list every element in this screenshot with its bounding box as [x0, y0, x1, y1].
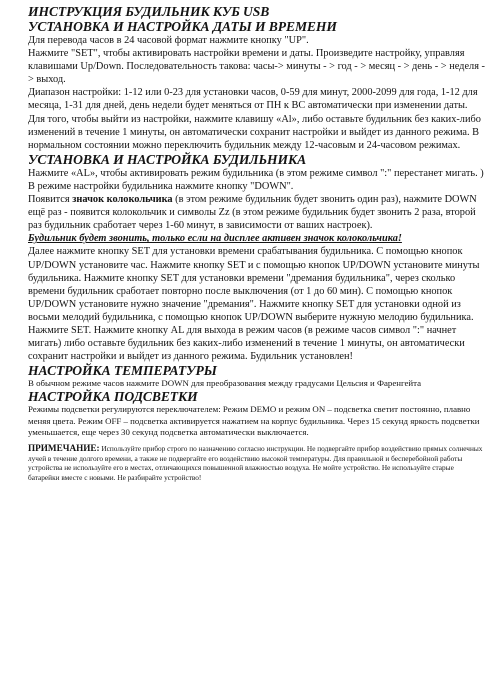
alarm-paragraph-1: Нажмите «AL», чтобы активировать режим будильника (в этом режиме символ ":" перестанет мигать. ) В режиме настройки будильника нажмите кнопку "DOWN". [28, 167, 484, 192]
datetime-paragraph-2: Нажмите "SET", чтобы активировать настройки времени и даты. Произведите настройку, управляя клавишами Up/Down. Последовательность такова: часы-> минуты - > год - > месяц - > день - > неделя - > выход. [28, 48, 485, 86]
alarm-p2-after: (в этом режиме будильник будет звонить один раз), нажмите DOWN ещё раз - появится колокольчик и символы Zz (в этом режиме будильник будет звонить 2 раза, второй раз будильник сработает через 1-60 минут, в зависимости от ваших настроек). [28, 194, 477, 232]
alarm-warning-note: Будильник будет звонить, только если на дисплее активен значок колокольчика! [28, 233, 402, 245]
temperature-heading: НАСТРОЙКА ТЕМПЕРАТУРЫ [28, 363, 217, 379]
remark-label: ПРИМЕЧАНИЕ: [28, 443, 100, 454]
backlight-paragraph: Режимы подсветки регулируются переключателем: Режим DEMO и режим ON – подсветка светит постоянно, плавно меняя цвета. Режим OFF – подсветка активируется нажатием на корпус будильника. Через 15 секунд яркость подсветки уменьшается, еще через 30 секунд подсветка автоматически выключается. [28, 404, 480, 437]
backlight-heading: НАСТРОЙКА ПОДСВЕТКИ [28, 389, 198, 405]
bell-icon-label: значок колокольчика [72, 194, 173, 206]
alarm-heading: УСТАНОВКА И НАСТРОЙКА БУДИЛЬНИКА [28, 151, 307, 167]
document-title: ИНСТРУКЦИЯ БУДИЛЬНИК КУБ USB [28, 4, 270, 19]
datetime-paragraph-3: Диапазон настройки: 1-12 или 0-23 для установки часов, 0-59 для минут, 2000-2099 для года, 1-12 для месяца, 1-31 для дней, день недели будет меняться от ПН к ВС автоматически при изменении даты. [28, 87, 478, 112]
alarm-paragraph-2 [28, 193, 487, 232]
alarm-p2-before: Появится [28, 194, 73, 206]
datetime-paragraph-4: Для того, чтобы выйти из настройки, нажмите клавишу «Al», либо оставьте будильник без каких-либо изменений в течение 1 минуты, он автоматически сохранит настройки и выйдет из данного режима. В нормальном состоянии можно переключить будильник между 12-часовым и 24-часовом режимах. [28, 113, 481, 151]
temperature-paragraph: В обычном режиме часов нажмите DOWN для преобразования между градусами Цельсия и Фаренгейта [28, 378, 422, 389]
remark-paragraph [28, 444, 487, 482]
datetime-heading: УСТАНОВКА И НАСТРОЙКА ДАТЫ И ВРЕМЕНИ [28, 19, 337, 34]
datetime-paragraph-1: Для перевода часов в 24 часовой формат нажмите кнопку "UP". [28, 35, 309, 46]
remark-text: Используйте прибор строго по назначению согласно инструкции. Не подвергайте прибор воздействию прямых солнечных лучей в течение долгого времени, а также не подвергайте его воздействию высокой температуры. Для правильной и бесперебойной работы устройства не используйте его в местах, отличающихся повышенной влажностью воздуха. Не мойте устройство. Не используйте старые батарейки вместе с новыми. Не разбирайте устройство! [28, 444, 483, 482]
alarm-paragraph-3: Далее нажмите кнопку SET для установки времени срабатывания будильника. С помощью кнопок UP/DOWN установите час. Нажмите кнопку SET и с помощью кнопок UP/DOWN установите минуты будильника. Нажмите кнопку SET для установки времени "дремания будильника", через сколько времени будильник сработает повторно после выключения (от 1 до 60 мин). С помощью кнопок UP/DOWN установите нужно значение "дремания". Нажмите кнопку SET для установки одной из восьми мелодий будильника, с помощью кнопок UP/DOWN выберите нужную мелодию будильника. Нажмите SET. Нажмите кнопку AL для выхода в режим часов (в режиме часов символ ":" начнет мигать) либо оставьте будильник без каких-либо изменений в течение 1 минуты, он автоматически сохранит настройки и выйдет из данного режима. Будильник установлен! [28, 246, 480, 363]
